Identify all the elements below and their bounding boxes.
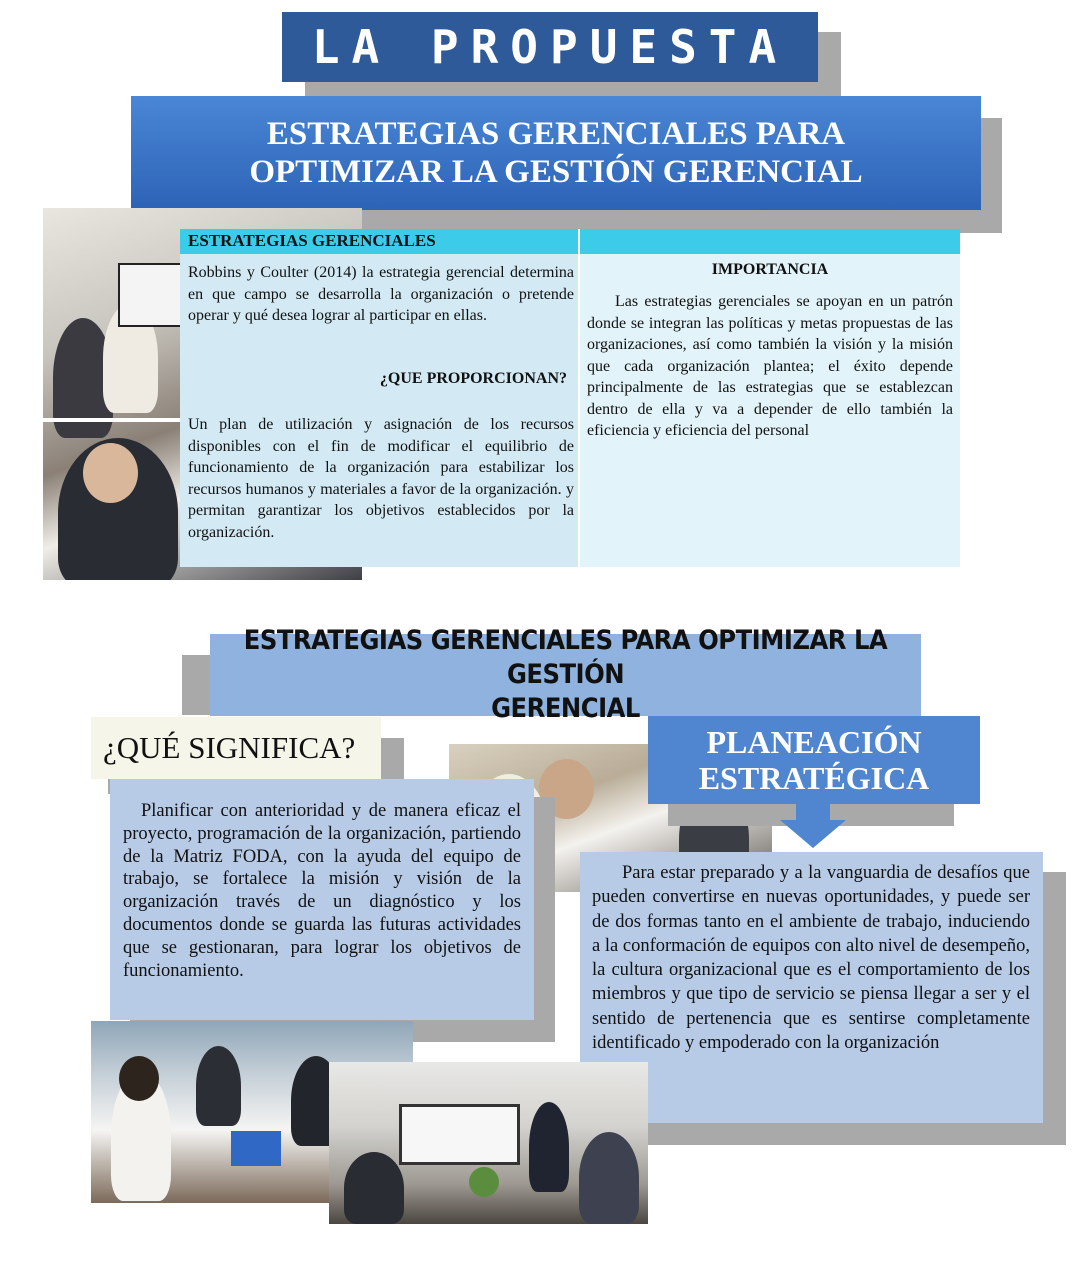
importancia-heading: IMPORTANCIA [711,261,829,278]
section2-banner [210,625,921,724]
main-banner [131,96,981,210]
planeacion-body: Para estar preparado y a la vanguardia de desafíos que pueden convertirse en nuevas oportunidades, y puede ser de dos formas tanto en el ambiente de trabajo, induciendo a la conformación de equipos con alto nivel de desempeño, la cultura organizacional que es el comportamiento de los miembros y que tipo de servicio se piensa llegar a ser y el sentido de pertenencia que es sentirse completamente identificado y empoderado con la organización [592,863,1030,1054]
strategies-intro: Robbins y Coulter (2014) la estrategia gerencial determina en que campo se desarrolla la organización o pretende operar y qué desea lograr al participar en ellas. [188,264,574,324]
planeacion-line2: ESTRATÉGICA [698,760,930,796]
table-header-empty [580,229,960,254]
strategies-table [180,229,960,567]
main-banner-line1: ESTRATEGIAS GERENCIALES PARA [266,116,846,152]
que-significa-label: ¿QUÉ SIGNIFICA? [91,717,381,779]
section2-banner-line1: ESTRATEGIAS GERENCIALES PARA OPTIMIZAR LA GESTIÓN [243,625,888,690]
que-proporcionan-body: Un plan de utilización y asignación de los recursos disponibles con el fin de modificar el equilibrio de funcionamiento de la organización para estabilizar los recursos humanos y materiales a favor de la organización. y permitan garantizar los objetivos establecidos por la organización. [188,416,574,541]
page-title: LA PROPUESTA [282,12,818,82]
planeacion-line1: PLANEACIÓN [706,724,922,760]
planeacion-title [648,716,980,804]
que-significa-body: Planificar con anterioridad y de manera eficaz el proyecto, programación de la organización, partiendo de la Matriz FODA, con la ayuda del equipo de trabajo, se fortalece la misión y visión de la organización través de un diagnóstico y los documentos donde se guarda las futuras actividades que se gestionaran, para lograr los objetivos de funcionamiento. [123,801,521,981]
planeacion-card [580,852,1043,1123]
que-proporcionan-heading: ¿QUE PROPORCIONAN? [379,370,567,387]
arrow-down-icon [778,802,848,850]
table-header-strategies: ESTRATEGIAS GERENCIALES [180,229,578,254]
que-significa-card [110,779,534,1020]
importancia-body: Las estrategias gerenciales se apoyan en un patrón donde se integran las políticas y metas propuestas de las organizaciones, así como también la visión y la misión que cada organización plantea; el éxito depende principalmente de las estrategias que se establezcan dentro de ella y va a depender de ello también la eficiencia y eficiencia del personal [587,293,953,439]
main-banner-line2: OPTIMIZAR LA GESTIÓN GERENCIAL [249,154,863,190]
section2-banner-line2: GERENCIAL [491,693,640,724]
meeting-photo-bottom-right [329,1062,648,1224]
